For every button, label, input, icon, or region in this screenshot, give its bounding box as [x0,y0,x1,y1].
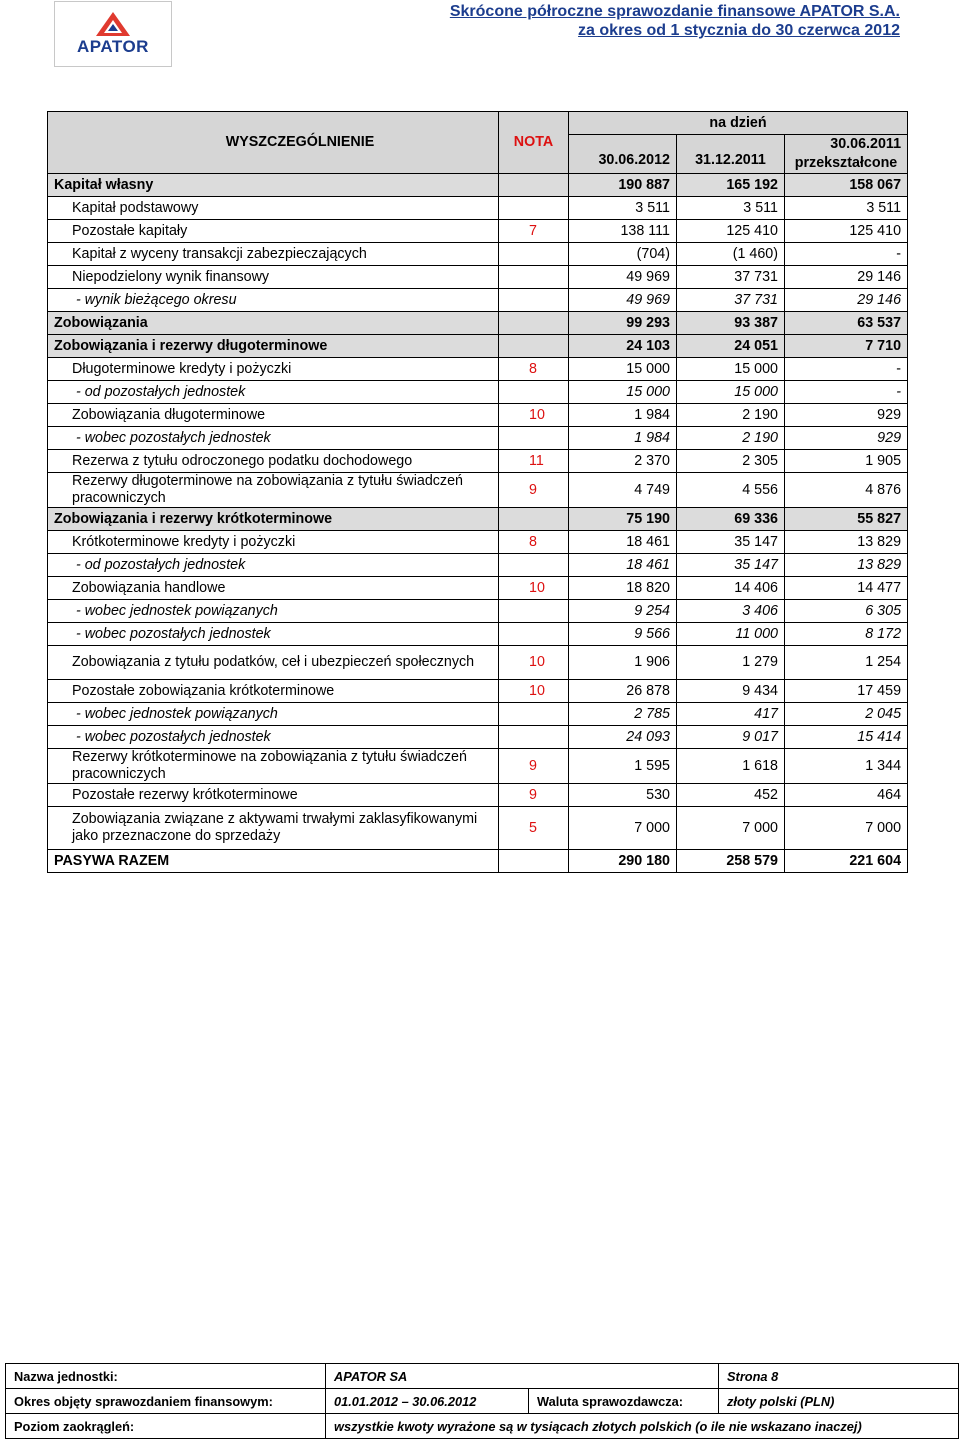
row-value-30-06-2012: 2 785 [569,703,677,726]
row-nota [499,312,569,335]
row-label: Kapitał własny [48,174,499,197]
row-value-31-12-2011: 37 731 [677,289,785,312]
row-label: Zobowiązania związane z aktywami trwałymi zaklasyfikowanymi jako przeznaczone do sprzedaży [48,807,499,850]
header-na-dzien: na dzień [569,112,908,135]
table-row [48,358,908,381]
header-date-3 [785,135,908,174]
row-value-30-06-2011: 29 146 [785,266,908,289]
row-value-30-06-2012: 1 906 [569,646,677,680]
row-nota: 9 [499,749,569,784]
table-row [48,473,908,508]
table-row [48,726,908,749]
header-date-1: 30.06.2012 [569,135,677,174]
row-label: - wobec pozostałych jednostek [48,726,499,749]
table-row [48,680,908,703]
row-value-30-06-2011: 158 067 [785,174,908,197]
row-label: Zobowiązania i rezerwy długoterminowe [48,335,499,358]
row-value-30-06-2012: 1 984 [569,404,677,427]
table-row [48,807,908,850]
table-row [48,623,908,646]
row-value-31-12-2011: 2 190 [677,427,785,450]
row-label: Rezerwy długoterminowe na zobowiązania z tytułu świadczeń pracowniczych [48,473,499,508]
row-value-31-12-2011: 14 406 [677,577,785,600]
row-label: Zobowiązania [48,312,499,335]
footer-page: Strona 8 [719,1364,959,1389]
table-header-row [48,112,908,135]
table-row [48,749,908,784]
table-row [48,450,908,473]
table-row [48,174,908,197]
row-label: - wobec pozostałych jednostek [48,427,499,450]
row-value-30-06-2011: 929 [785,427,908,450]
footer-row-unit [6,1364,959,1389]
table-row [48,197,908,220]
table-row [48,531,908,554]
row-value-30-06-2011: 4 876 [785,473,908,508]
row-value-30-06-2011: 221 604 [785,850,908,873]
row-label: PASYWA RAZEM [48,850,499,873]
row-nota [499,266,569,289]
table-row [48,577,908,600]
row-nota [499,197,569,220]
row-value-30-06-2011: 55 827 [785,508,908,531]
row-value-30-06-2012: 2 370 [569,450,677,473]
row-value-30-06-2012: 9 566 [569,623,677,646]
row-value-30-06-2012: 24 093 [569,726,677,749]
row-value-30-06-2012: 18 461 [569,531,677,554]
row-value-30-06-2012: 18 461 [569,554,677,577]
report-period: za okres od 1 stycznia do 30 czerwca 2012 [578,22,900,39]
row-value-31-12-2011: 4 556 [677,473,785,508]
row-value-31-12-2011: 37 731 [677,266,785,289]
row-value-31-12-2011: 69 336 [677,508,785,531]
row-value-30-06-2012: 190 887 [569,174,677,197]
table-row [48,427,908,450]
row-nota [499,703,569,726]
row-value-30-06-2011: - [785,381,908,404]
row-nota: 7 [499,220,569,243]
row-value-31-12-2011: 125 410 [677,220,785,243]
row-value-30-06-2011: 29 146 [785,289,908,312]
row-value-30-06-2012: (704) [569,243,677,266]
row-value-31-12-2011: 35 147 [677,531,785,554]
row-nota: 11 [499,450,569,473]
row-label: Zobowiązania i rezerwy krótkoterminowe [48,508,499,531]
table-row [48,784,908,807]
row-value-31-12-2011: 3 406 [677,600,785,623]
footer-unit-label: Nazwa jednostki: [6,1364,326,1389]
row-value-31-12-2011: 2 305 [677,450,785,473]
row-value-31-12-2011: 24 051 [677,335,785,358]
row-value-30-06-2012: 49 969 [569,266,677,289]
row-nota: 10 [499,577,569,600]
row-nota: 10 [499,404,569,427]
row-value-31-12-2011: 9 017 [677,726,785,749]
row-label: Pozostałe kapitały [48,220,499,243]
row-label: Rezerwy krótkoterminowe na zobowiązania z tytułu świadczeń pracowniczych [48,749,499,784]
row-value-31-12-2011: 15 000 [677,358,785,381]
footer-rounding-label: Poziom zaokrągleń: [6,1414,326,1439]
row-value-30-06-2011: 14 477 [785,577,908,600]
row-label: Niepodzielony wynik finansowy [48,266,499,289]
row-value-30-06-2012: 1 984 [569,427,677,450]
row-value-30-06-2011: 1 344 [785,749,908,784]
row-value-30-06-2011: 7 710 [785,335,908,358]
row-value-30-06-2012: 290 180 [569,850,677,873]
row-value-31-12-2011: 35 147 [677,554,785,577]
row-nota: 9 [499,784,569,807]
row-value-30-06-2012: 49 969 [569,289,677,312]
row-label: Krótkoterminowe kredyty i pożyczki [48,531,499,554]
row-value-30-06-2012: 15 000 [569,381,677,404]
row-value-31-12-2011: (1 460) [677,243,785,266]
row-nota: 9 [499,473,569,508]
row-value-31-12-2011: 258 579 [677,850,785,873]
header-date-2: 31.12.2011 [677,135,785,174]
row-value-30-06-2012: 138 111 [569,220,677,243]
row-value-30-06-2012: 9 254 [569,600,677,623]
header-nota: NOTA [499,112,569,174]
row-value-31-12-2011: 1 618 [677,749,785,784]
row-value-30-06-2012: 26 878 [569,680,677,703]
row-label: - wynik bieżącego okresu [48,289,499,312]
footer-row-period [6,1389,959,1414]
footer-rounding-value: wszystkie kwoty wyrażone są w tysiącach złotych polskich (o ile nie wskazano inaczej) [326,1414,959,1439]
row-nota: 8 [499,531,569,554]
footer-period-label: Okres objęty sprawozdaniem finansowym: [6,1389,326,1414]
header-spec: WYSZCZEGÓLNIENIE [48,112,499,174]
row-value-30-06-2012: 99 293 [569,312,677,335]
row-nota [499,623,569,646]
row-value-30-06-2011: 464 [785,784,908,807]
header-date-3-date: 30.06.2011 [830,136,902,152]
table-row [48,381,908,404]
row-value-30-06-2011: - [785,243,908,266]
report-title: Skrócone półroczne sprawozdanie finansowe APATOR S.A. [449,3,900,20]
row-nota [499,600,569,623]
document-footer [5,1363,959,1439]
row-nota [499,850,569,873]
row-label: - wobec pozostałych jednostek [48,623,499,646]
row-nota: 10 [499,646,569,680]
row-value-30-06-2011: 17 459 [785,680,908,703]
row-label: - od pozostałych jednostek [48,381,499,404]
row-nota: 5 [499,807,569,850]
row-value-31-12-2011: 165 192 [677,174,785,197]
row-value-31-12-2011: 93 387 [677,312,785,335]
footer-currency-value: złoty polski (PLN) [719,1389,959,1414]
company-logo [54,1,172,67]
row-label: - od pozostałych jednostek [48,554,499,577]
row-nota [499,726,569,749]
row-nota [499,174,569,197]
row-value-30-06-2011: 929 [785,404,908,427]
row-value-30-06-2011: 8 172 [785,623,908,646]
row-value-30-06-2011: 13 829 [785,531,908,554]
row-label: Pozostałe rezerwy krótkoterminowe [48,784,499,807]
footer-row-rounding [6,1414,959,1439]
row-nota [499,427,569,450]
row-label: Zobowiązania z tytułu podatków, ceł i ubezpieczeń społecznych [48,646,499,680]
row-value-30-06-2011: 1 254 [785,646,908,680]
table-row [48,646,908,680]
row-value-30-06-2011: 7 000 [785,807,908,850]
row-value-30-06-2011: 1 905 [785,450,908,473]
table-row [48,850,908,873]
row-value-31-12-2011: 7 000 [677,807,785,850]
row-nota: 10 [499,680,569,703]
row-label: - wobec jednostek powiązanych [48,703,499,726]
row-value-30-06-2011: 15 414 [785,726,908,749]
row-value-30-06-2012: 18 820 [569,577,677,600]
row-label: Długoterminowe kredyty i pożyczki [48,358,499,381]
row-value-31-12-2011: 15 000 [677,381,785,404]
table-row [48,243,908,266]
row-value-31-12-2011: 452 [677,784,785,807]
row-nota [499,289,569,312]
row-label: Kapitał podstawowy [48,197,499,220]
row-nota [499,381,569,404]
row-nota [499,554,569,577]
row-value-30-06-2011: - [785,358,908,381]
row-label: Pozostałe zobowiązania krótkoterminowe [48,680,499,703]
row-nota [499,243,569,266]
table-row [48,404,908,427]
header-date-3-note: przekształcone [794,155,898,171]
row-label: - wobec jednostek powiązanych [48,600,499,623]
row-value-30-06-2012: 1 595 [569,749,677,784]
row-label: Rezerwa z tytułu odroczonego podatku dochodowego [48,450,499,473]
table-row [48,703,908,726]
logo-mark-icon [95,11,131,37]
row-value-31-12-2011: 9 434 [677,680,785,703]
footer-unit-value: APATOR SA [326,1364,719,1389]
row-value-30-06-2012: 75 190 [569,508,677,531]
row-label: Zobowiązania handlowe [48,577,499,600]
row-value-30-06-2011: 2 045 [785,703,908,726]
row-label: Kapitał z wyceny transakcji zabezpieczających [48,243,499,266]
table-row [48,312,908,335]
table-row [48,554,908,577]
row-value-30-06-2012: 24 103 [569,335,677,358]
row-nota [499,335,569,358]
row-nota: 8 [499,358,569,381]
row-value-30-06-2012: 3 511 [569,197,677,220]
row-label: Zobowiązania długoterminowe [48,404,499,427]
logo-text: APATOR [77,37,149,56]
row-value-30-06-2011: 3 511 [785,197,908,220]
table-row [48,266,908,289]
row-value-31-12-2011: 3 511 [677,197,785,220]
row-value-30-06-2012: 15 000 [569,358,677,381]
row-nota [499,508,569,531]
row-value-31-12-2011: 11 000 [677,623,785,646]
table-row [48,508,908,531]
table-row [48,220,908,243]
table-row [48,335,908,358]
row-value-30-06-2011: 63 537 [785,312,908,335]
table-row [48,289,908,312]
footer-period-value: 01.01.2012 – 30.06.2012 [326,1389,529,1414]
row-value-30-06-2011: 6 305 [785,600,908,623]
table-row [48,600,908,623]
row-value-30-06-2012: 530 [569,784,677,807]
liabilities-table [47,111,908,873]
footer-currency-label: Waluta sprawozdawcza: [529,1389,719,1414]
row-value-30-06-2012: 7 000 [569,807,677,850]
row-value-31-12-2011: 417 [677,703,785,726]
row-value-31-12-2011: 2 190 [677,404,785,427]
row-value-31-12-2011: 1 279 [677,646,785,680]
row-value-30-06-2011: 13 829 [785,554,908,577]
row-value-30-06-2012: 4 749 [569,473,677,508]
row-value-30-06-2011: 125 410 [785,220,908,243]
